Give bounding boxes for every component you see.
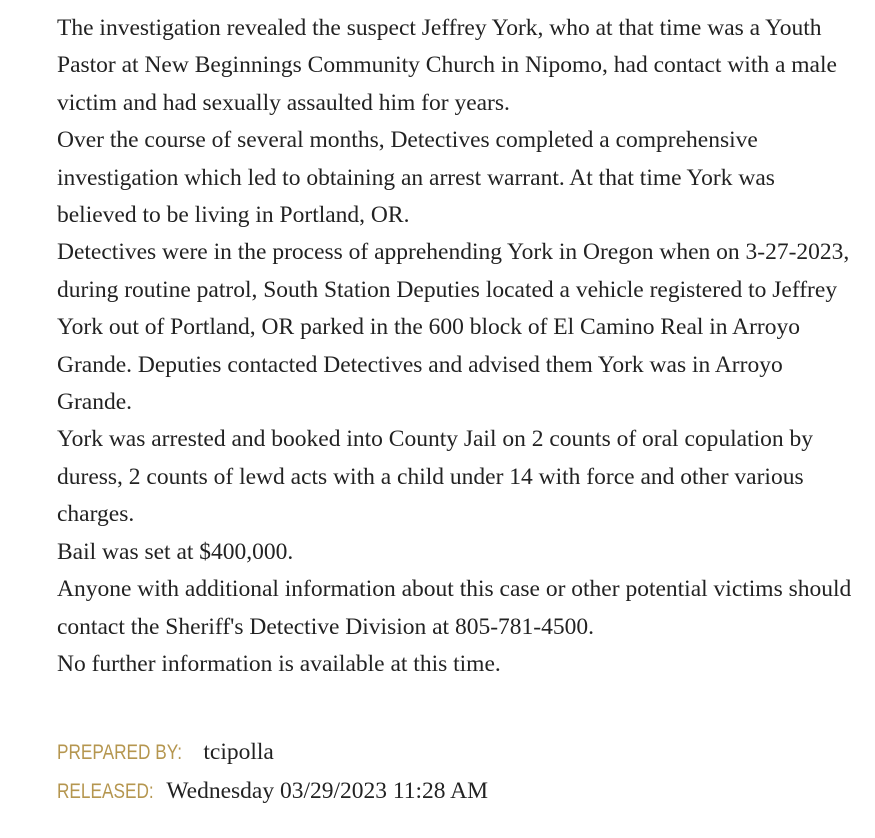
prepared-by-label: PREPARED BY: <box>57 741 183 764</box>
press-release-body <box>57 10 857 683</box>
released-label: RELEASED: <box>57 780 154 803</box>
prepared-by-line <box>57 739 857 766</box>
released-line <box>57 778 857 805</box>
prepared-by-value: tcipolla <box>203 739 274 765</box>
paragraph-investigation: The investigation revealed the suspect Jeffrey York, who at that time was a Youth Pastor at New Beginnings Community Church in Nipomo, had contact with a male victim and had sexually assaulted him for years. <box>57 15 837 116</box>
paragraph-bail: Bail was set at $400,000. <box>57 538 294 565</box>
paragraph-arrest-warrant: Over the course of several months, Detectives completed a comprehensive investigation which led to obtaining an arrest warrant. At that time York was believed to be living in Portland, OR. <box>57 127 775 229</box>
released-value: Wednesday 03/29/2023 11:28 AM <box>166 778 488 804</box>
paragraph-closing: No further information is available at this time. <box>57 650 501 677</box>
paragraph-charges: York was arrested and booked into County Jail on 2 counts of oral copulation by duress, 2 counts of lewd acts with a child under 14 with force and other various charges. <box>57 426 814 528</box>
paragraph-apprehension: Detectives were in the process of apprehending York in Oregon when on 3-27-2023, during routine patrol, South Station Deputies located a vehicle registered to Jeffrey York out of Portland, OR parked in the 600 block of El Camino Real in Arroyo Grande. Deputies contacted Detectives and advised them York was in Arroyo Grande. <box>57 239 850 416</box>
paragraph-contact: Anyone with additional information about this case or other potential victims should contact the Sheriff's Detective Division at 805-781-4500. <box>57 576 852 640</box>
